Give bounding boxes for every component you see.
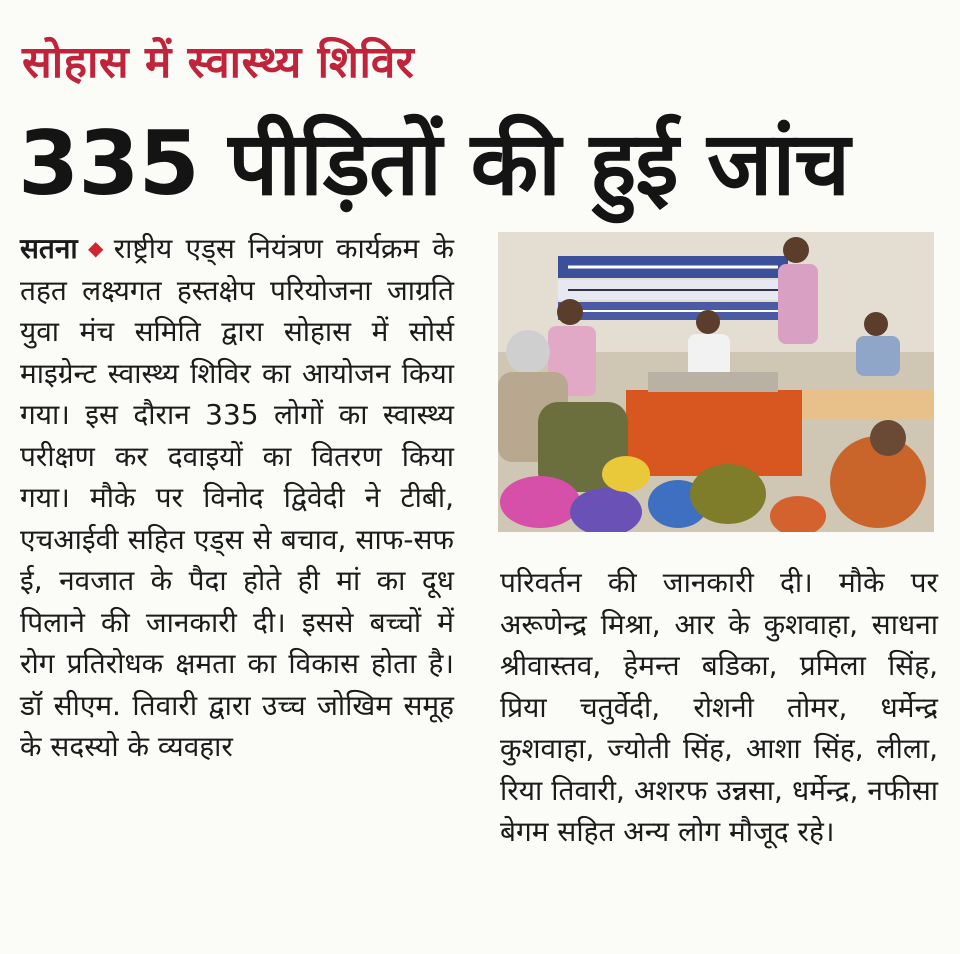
diamond-bullet-icon: ◆ <box>83 236 108 260</box>
body-text-right: परिवर्तन की जानकारी दी। मौके पर अरूणेन्द्र मिश्रा, आर के कुशवाहा, साधना श्रीवास्तव, हेमन्त बडिका, प्रमिला सिंह, प्रिया चतुर्वेदी, रोशनी तोमर, धर्मेन्द्र कुशवाहा, ज्योती सिंह, आशा सिंह, लीला, रिया तिवारी, अशरफ उन्नसा, धर्मेन्द्र, नफीसा बेगम सहित अन्य लोग मौजूद रहे। <box>500 566 938 848</box>
kicker-title: सोहास में स्वास्थ्य शिविर <box>22 37 415 88</box>
left-column <box>20 228 454 768</box>
event-photo <box>498 232 934 532</box>
body-text-left: राष्ट्रीय एड्स नियंत्रण कार्यक्रम के तहत लक्ष्यगत हस्तक्षेप परियोजना जाग्रति युवा मंच समिति द्वारा सोहास में सोर्स माइग्रेन्ट स्वास्थ्य शिविर का आयोजन किया गया। इस दौरान 335 लोगों का स्वास्थ्य परीक्षण कर दवाइयों का वितरण किया गया। मौके पर विनोद द्विवेदी ने टीबी, एचआईवी सहित एड्स से बचाव, साफ-सफ ई, नवजात के पैदा होते ही मां का दूध पिलाने की जानकारी दी। इससे बच्चों में रोग प्रतिरोधक क्षमता का विकास होता है। डॉ सीएम. तिवारी द्वारा उच्च जोखिम समूह के सदस्यो के व्यवहार <box>20 232 454 763</box>
photo-illustration <box>498 232 934 532</box>
headline: 335 पीड़ितों की हुई जांच <box>18 112 850 215</box>
dateline: सतना <box>20 232 78 265</box>
right-column <box>500 562 938 853</box>
